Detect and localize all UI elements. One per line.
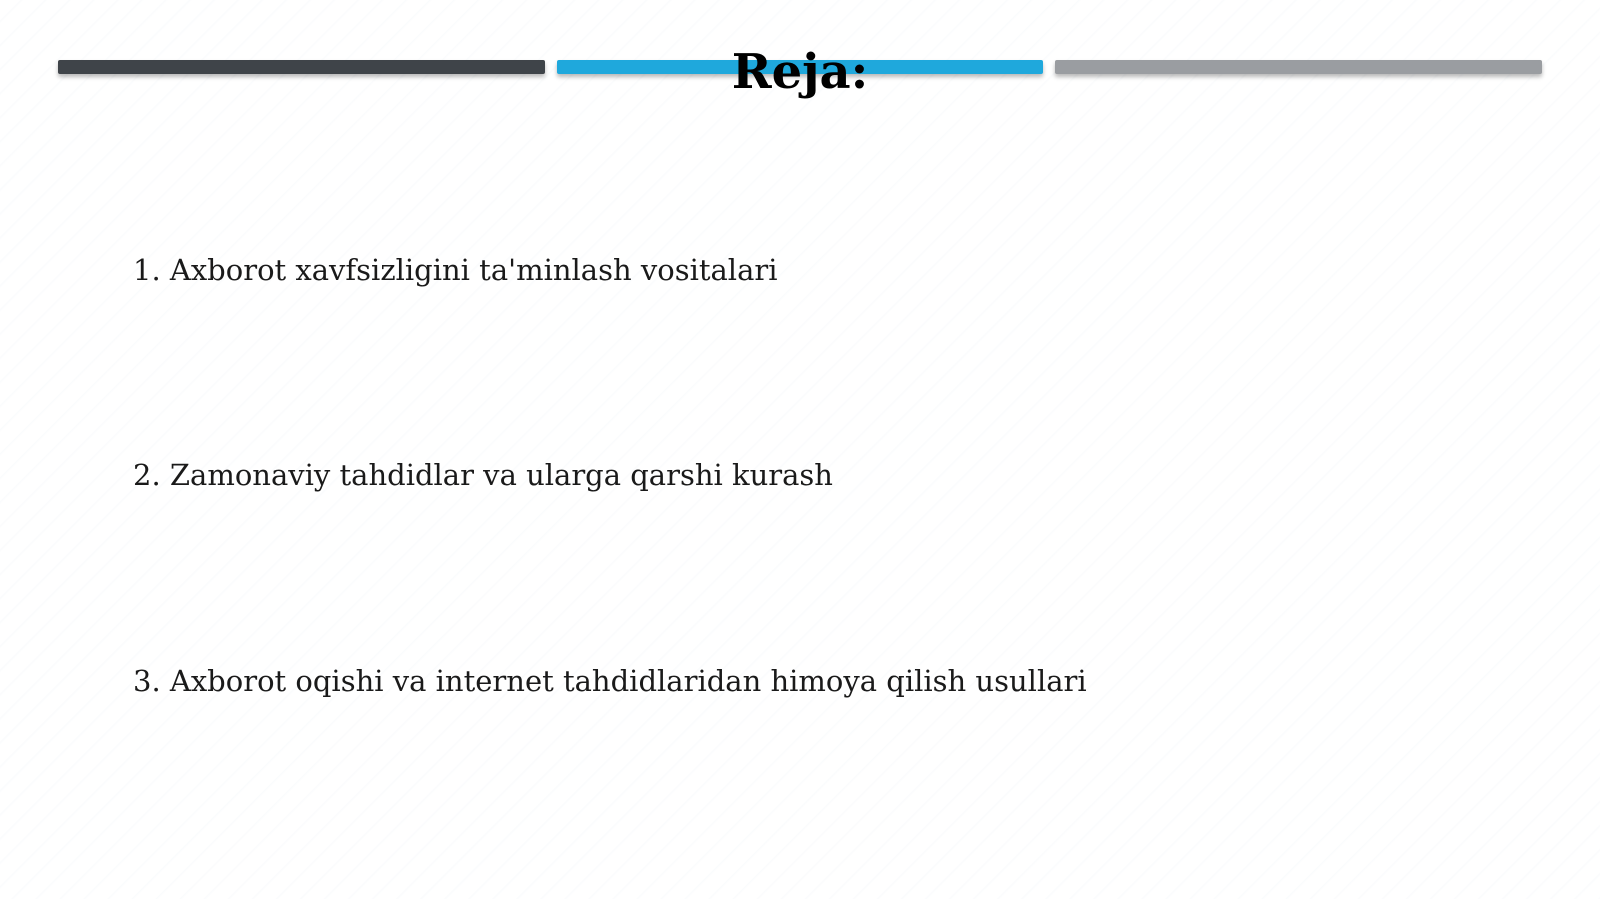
agenda-item: 2. Zamonaviy tahdidlar va ularga qarshi kurash [133, 458, 833, 492]
slide-title: Reja: [731, 44, 869, 100]
agenda-item: 1. Axborot xavfsizligini ta'minlash vositalari [133, 253, 778, 287]
agenda-item: 3. Axborot oqishi va internet tahdidlaridan himoya qilish usullari [133, 664, 1087, 698]
